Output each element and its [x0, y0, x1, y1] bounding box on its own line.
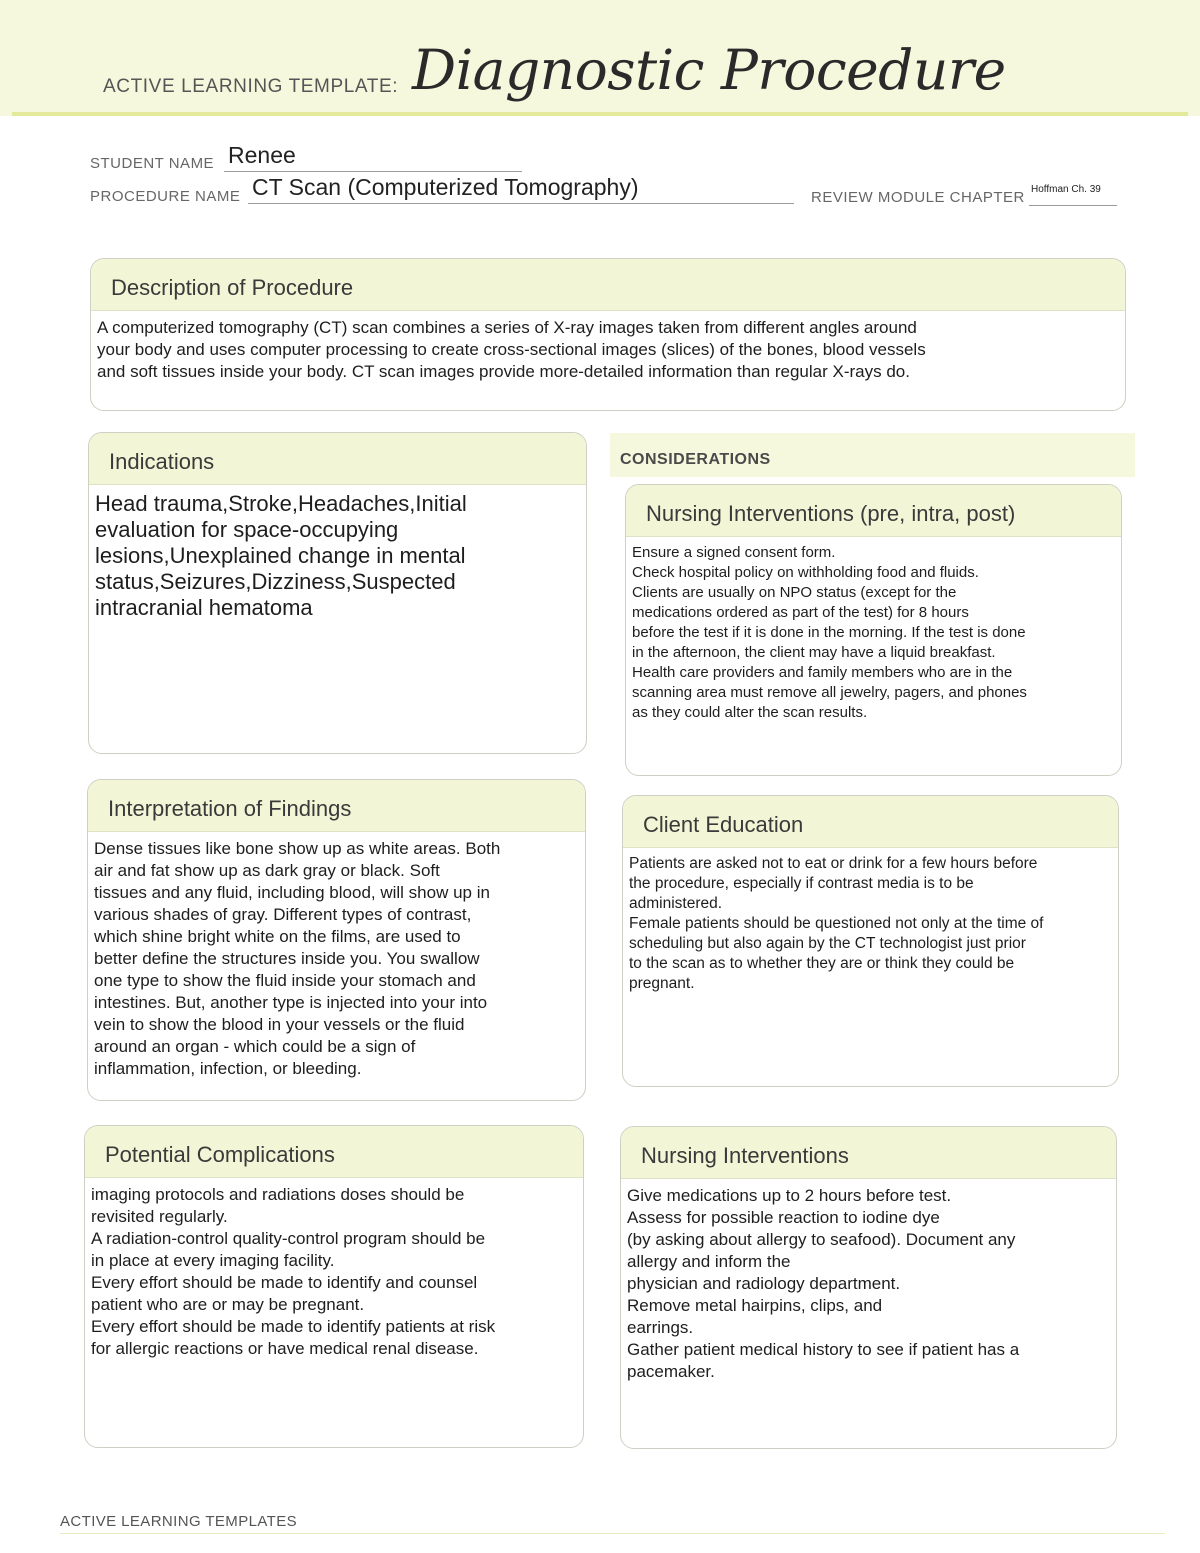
procedure-name-label: PROCEDURE NAME [90, 188, 241, 205]
procedure-name-field[interactable]: CT Scan (Computerized Tomography) [252, 174, 639, 200]
student-name-underline [224, 171, 522, 172]
considerations-heading: CONSIDERATIONS [620, 451, 771, 468]
student-name-label: STUDENT NAME [90, 155, 215, 172]
review-chapter-field[interactable]: Hoffman Ch. 39 [1031, 184, 1101, 195]
complications-text[interactable]: imaging protocols and radiations doses should be revisited regularly. A radiation-control quality-control program should be in place at every imaging facility. Every effort should be made to identify and counsel patient who are or may be pregnant. Every effort should be made to identify patients at risk for allergic reactions or have medical renal disease. [91, 1185, 496, 1358]
footer-label: ACTIVE LEARNING TEMPLATES [60, 1513, 297, 1530]
description-section [90, 258, 1126, 411]
nursing-interventions-ppp-section [625, 484, 1122, 776]
client-education-title: Client Education [623, 796, 1118, 848]
procedure-name-underline [248, 203, 794, 204]
nursing-interventions-ppp-title: Nursing Interventions (pre, intra, post) [626, 485, 1121, 537]
nursing-interventions-title: Nursing Interventions [621, 1127, 1116, 1179]
indications-section [88, 432, 587, 754]
indications-title: Indications [89, 433, 586, 485]
footer-rule [60, 1533, 1165, 1534]
nursing-interventions-section [620, 1126, 1117, 1449]
client-education-section [622, 795, 1119, 1087]
indications-text[interactable]: Head trauma,Stroke,Headaches,Initial evaluation for space-occupying lesions,Unexplained change in mental status,Seizures,Dizziness,Suspected intracranial hematoma [95, 491, 467, 620]
nursing-interventions-text[interactable]: Give medications up to 2 hours before test. Assess for possible reaction to iodine dye (by asking about allergy to seafood). Document any allergy and inform the physician and radiology department. Remove metal hairpins, clips, and earrings. Gather patient medical history to see if patient has a pacemaker. [627, 1186, 1020, 1381]
interpretation-section [87, 779, 586, 1101]
review-chapter-label: REVIEW MODULE CHAPTER [811, 189, 1025, 206]
description-title: Description of Procedure [91, 259, 1125, 311]
interpretation-text[interactable]: Dense tissues like bone show up as white areas. Both air and fat show up as dark gray or black. Soft tissues and any fluid, including blood, will show up in various shades of gray. Different types of contrast, which shine bright white on the films, are used to better define the structures inside you. You swallow one type to show the fluid inside your stomach and intestines. But, another type is injected into your into vein to show the blood in your vessels or the fluid around an organ - which could be a sign of inflammation, infection, or bleeding. [94, 839, 501, 1078]
page-title: Diagnostic Procedure [412, 38, 1006, 102]
complications-title: Potential Complications [85, 1126, 583, 1178]
header-rule [12, 112, 1188, 116]
review-chapter-underline [1029, 205, 1117, 206]
nursing-interventions-ppp-text[interactable]: Ensure a signed consent form. Check hospital policy on withholding food and fluids. Clients are usually on NPO status (except for the medications ordered as part of the test) for 8 hours before the test if it is done in the morning. If the test is done in the afternoon, the client may have a liquid breakfast. Health care providers and family members who are in the scanning area must remove all jewelry, pagers, and phones as they could alter the scan results. [632, 544, 1027, 721]
description-text[interactable]: A computerized tomography (CT) scan combines a series of X-ray images taken from different angles around your body and uses computer processing to create cross-sectional images (slices) of the bones, blood vessels and soft tissues inside your body. CT scan images provide more-detailed information than regular X-rays do. [97, 318, 926, 381]
complications-section [84, 1125, 584, 1448]
template-label: ACTIVE LEARNING TEMPLATE: [103, 76, 399, 97]
student-name-field[interactable]: Renee [228, 142, 296, 168]
interpretation-title: Interpretation of Findings [88, 780, 585, 832]
client-education-text[interactable]: Patients are asked not to eat or drink for a few hours before the procedure, especially if contrast media is to be administered. Female patients should be questioned not only at the time of scheduling but also again by the CT technologist just prior to the scan as to whether they are or think they could be pregnant. [629, 855, 1044, 992]
